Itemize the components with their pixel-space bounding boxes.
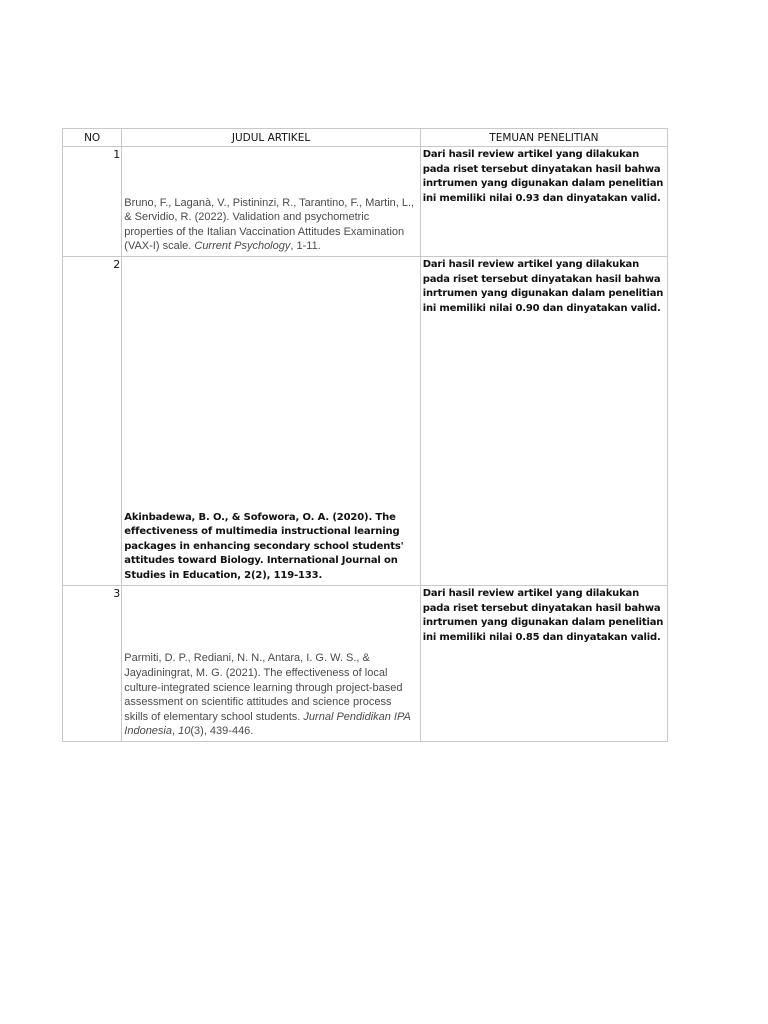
table-row [63,257,668,586]
header-judul-artikel: JUDUL ARTIKEL [122,129,420,147]
article-title-cell [122,586,420,742]
row-number: 2 [63,257,122,586]
header-no: NO [63,129,122,147]
row-number: 3 [63,586,122,742]
article-title-cell [122,147,420,257]
table-row [63,586,668,742]
reference-separator: , [172,725,179,738]
header-temuan-penelitian: TEMUAN PENELITIAN [420,129,667,147]
journal-name: Jurnal Pendidikan IPA Indonesia [124,710,411,738]
journal-name: Current Psychology [194,240,291,253]
article-reference: Akinbadewa, B. O., & Sofowora, O. A. (2020). The effectiveness of multimedia instructional learning packages in enhancing secondary school students' attitudes toward Biology. International Journal on Studies in Education, 2(2), 119-133. [124,511,404,581]
article-reference [124,651,417,739]
table-header-row [63,129,668,147]
review-table [62,128,668,742]
research-finding: Dari hasil review artikel yang dilakukan pada riset tersebut dinyatakan hasil bahwa inrtrumen yang digunakan dalam penelitian ini memiliki nilai 0.85 dan dinyatakan valid. [420,586,667,742]
reference-text: Parmiti, D. P., Rediani, N. N., Antara, I. G. W. S., & Jayadiningrat, M. G. (2021). The effectiveness of local culture-integrated science learning through project-based assessment on scientific attitudes and science process skills of elementary school students. [124,652,403,723]
reference-pages: , 1-11. [290,240,321,253]
research-finding: Dari hasil review artikel yang dilakukan pada riset tersebut dinyatakan hasil bahwa inrtrumen yang digunakan dalam penelitian ini memiliki nilai 0.93 dan dinyatakan valid. [420,147,667,257]
article-reference [124,196,417,254]
row-number: 1 [63,147,122,257]
reference-pages: (3), 439-446. [190,725,254,738]
research-finding: Dari hasil review artikel yang dilakukan pada riset tersebut dinyatakan hasil bahwa inrtrumen yang digunakan dalam penelitian ini memiliki nilai 0.90 dan dinyatakan valid. [420,257,667,586]
article-title-cell [122,257,420,586]
reference-text: Bruno, F., Laganà, V., Pistininzi, R., Tarantino, F., Martin, L., & Servidio, R. (2022). Validation and psychometric properties of the Italian Vaccination Attitudes Examination (VAX-I) scale. [124,196,415,253]
table-row [63,147,668,257]
journal-volume: 10 [178,725,191,738]
